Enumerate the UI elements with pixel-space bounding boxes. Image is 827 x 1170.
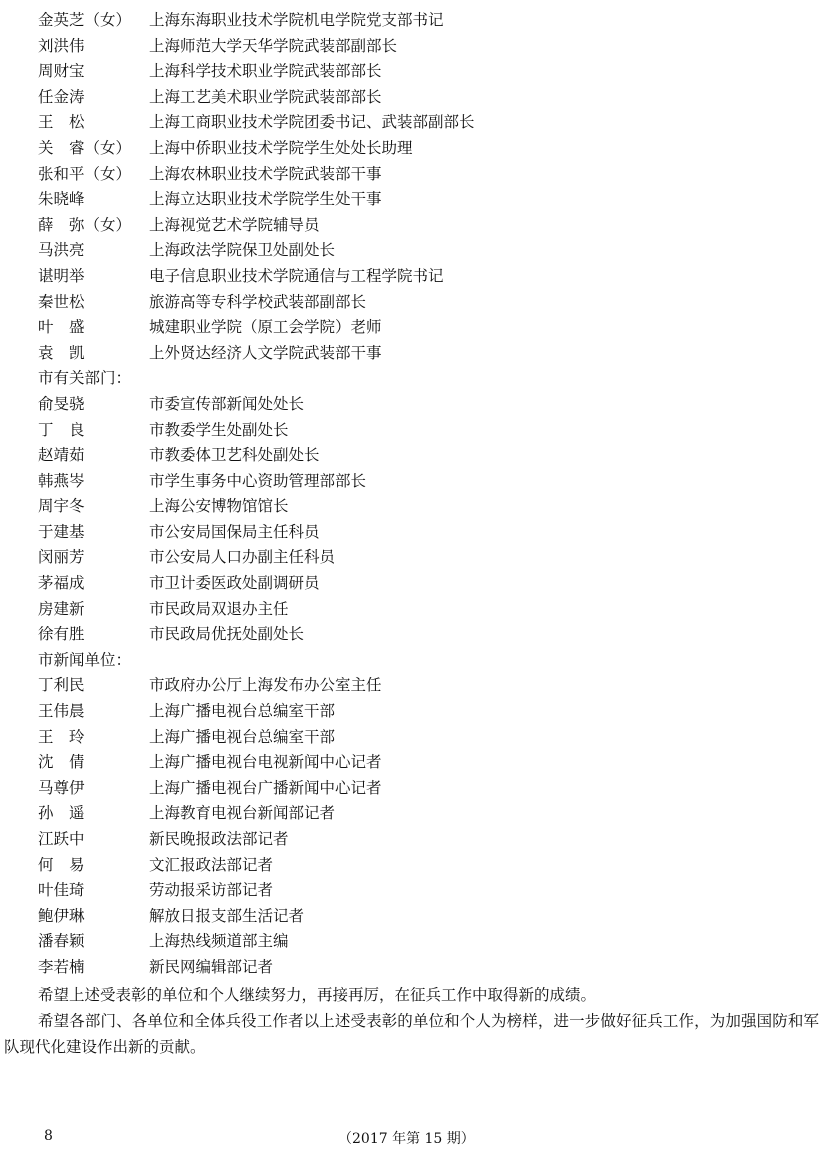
person-name: 谌明举 [38, 266, 85, 285]
person-name: 于建基 [38, 522, 85, 541]
person-position: 上海广播电视台总编室干部 [149, 702, 336, 721]
person-name: 赵靖茹 [38, 446, 85, 465]
list-item [38, 392, 798, 418]
list-item [38, 8, 798, 34]
person-position: 上海农林职业技术学院武装部干事 [149, 164, 382, 183]
person-position: 市学生事务中心资助管理部部长 [149, 471, 367, 490]
commendation-list [38, 8, 798, 981]
list-item [38, 315, 798, 341]
person-position: 上海视觉艺术学院辅导员 [149, 215, 320, 234]
list-item [38, 571, 798, 597]
list-item [38, 213, 798, 239]
person-position: 上海广播电视台广播新闻中心记者 [149, 778, 382, 797]
person-position: 上海工艺美术职业学院武装部部长 [149, 87, 382, 106]
person-position: 上外贤达经济人文学院武装部干事 [149, 343, 382, 362]
list-item [38, 290, 798, 316]
person-position: 上海东海职业技术学院机电学院党支部书记 [149, 11, 444, 29]
list-item [38, 725, 798, 751]
person-position: 上海师范大学天华学院武装部副部长 [149, 36, 398, 55]
person-position: 新民晚报政法部记者 [149, 830, 289, 848]
person-position: 市公安局人口办副主任科员 [149, 548, 336, 567]
list-item [38, 801, 798, 827]
person-position: 上海公安博物馆馆长 [149, 497, 289, 516]
section-heading-departments [38, 366, 798, 392]
person-position: 上海工商职业技术学院团委书记、武装部副部长 [149, 113, 475, 132]
person-position: 市委宣传部新闻处处长 [149, 394, 305, 413]
person-position: 上海热线频道部主编 [149, 932, 289, 951]
person-position: 市政府办公厅上海发布办公室主任 [149, 676, 382, 695]
list-item [38, 776, 798, 802]
list-item [38, 494, 798, 520]
person-position: 上海广播电视台总编室干部 [149, 727, 336, 746]
person-name: 刘洪伟 [38, 36, 85, 55]
person-position: 解放日报支部生活记者 [149, 906, 305, 925]
person-position: 市民政局双退办主任 [149, 599, 289, 618]
person-position: 上海广播电视台电视新闻中心记者 [149, 753, 382, 772]
list-item [38, 545, 798, 571]
person-name: 关 睿（女） [38, 138, 132, 157]
person-name: 韩燕岑 [38, 471, 85, 490]
person-name: 马洪亮 [38, 241, 85, 260]
person-name: 王 松 [38, 113, 85, 132]
person-position: 市教委学生处副处长 [149, 420, 289, 439]
list-item [38, 264, 798, 290]
list-item [38, 904, 798, 930]
closing-paragraph-1: 希望上述受表彰的单位和个人继续努力，再接再厉，在征兵工作中取得新的成绩。 [38, 986, 597, 1004]
person-name: 任金涛 [38, 87, 85, 106]
person-name: 江跃中 [38, 830, 85, 848]
list-item [38, 110, 798, 136]
person-name: 薛 弥（女） [38, 215, 132, 234]
list-item [38, 34, 798, 60]
person-name: 秦世松 [38, 292, 85, 311]
person-name: 孙 遥 [38, 804, 85, 823]
person-name: 丁 良 [38, 420, 85, 439]
person-position: 城建职业学院（原工会学院）老师 [149, 318, 382, 337]
list-item [38, 597, 798, 623]
list-item [38, 853, 798, 879]
footer-page-number: 8 [44, 1128, 53, 1144]
person-position: 新民网编辑部记者 [149, 957, 274, 976]
list-item [38, 622, 798, 648]
person-position: 市公安局国保局主任科员 [149, 522, 320, 541]
person-name: 潘春颖 [38, 932, 85, 951]
person-name: 周宇冬 [38, 497, 85, 516]
list-item [38, 187, 798, 213]
person-position: 上海中侨职业技术学院学生处处长助理 [149, 138, 413, 157]
entries-group-news [38, 673, 798, 980]
list-item [38, 699, 798, 725]
list-item [38, 469, 798, 495]
section-heading-label: 市有关部门： [38, 369, 132, 388]
person-position: 市教委体卫艺科处副处长 [149, 446, 320, 465]
list-item [38, 750, 798, 776]
person-position: 上海立达职业技术学院学生处干事 [149, 190, 382, 209]
entries-group-colleges [38, 8, 798, 366]
list-item [38, 418, 798, 444]
section-heading-label: 市新闻单位： [38, 650, 132, 669]
person-name: 丁利民 [38, 676, 85, 695]
person-position: 市民政局优抚处副处长 [149, 625, 305, 644]
person-name: 朱晓峰 [38, 190, 85, 209]
person-position: 劳动报采访部记者 [149, 881, 274, 900]
list-item [38, 878, 798, 904]
person-position: 文汇报政法部记者 [149, 855, 274, 874]
list-item [38, 162, 798, 188]
person-name: 周财宝 [38, 62, 85, 81]
list-item [38, 929, 798, 955]
list-item [38, 673, 798, 699]
person-position: 上海科学技术职业学院武装部部长 [149, 62, 382, 81]
person-name: 王 玲 [38, 727, 85, 746]
footer-issue-label: （2017 年第 15 期） [338, 1131, 475, 1147]
person-position: 电子信息职业技术学院通信与工程学院书记 [149, 266, 444, 285]
entries-group-departments [38, 392, 798, 648]
person-name: 叶 盛 [38, 318, 85, 337]
person-name: 沈 倩 [38, 753, 85, 772]
person-name: 房建新 [38, 599, 85, 618]
person-name: 何 易 [38, 855, 85, 874]
person-name: 袁 凯 [38, 343, 85, 362]
list-item [38, 955, 798, 981]
person-position: 上海教育电视台新闻部记者 [149, 804, 336, 823]
person-name: 马尊伊 [38, 778, 85, 797]
person-name: 徐有胜 [38, 625, 85, 644]
person-position: 市卫计委医政处副调研员 [149, 574, 320, 593]
person-position: 旅游高等专科学校武装部副部长 [149, 292, 367, 311]
list-item [38, 827, 798, 853]
person-name: 叶佳琦 [38, 881, 85, 900]
person-name: 鲍伊琳 [38, 906, 85, 925]
person-position: 上海政法学院保卫处副处长 [149, 241, 336, 260]
person-name: 闵丽芳 [38, 548, 85, 567]
closing-paragraph-2: 希望各部门、各单位和全体兵役工作者以上述受表彰的单位和个人为榜样，进一步做好征兵工作，为加强国防和军队现代化建设作出新的贡献。 [4, 1012, 819, 1056]
person-name: 金英芝（女） [38, 11, 132, 29]
list-item [38, 59, 798, 85]
person-name: 茅福成 [38, 574, 85, 593]
section-heading-news [38, 648, 798, 674]
list-item [38, 341, 798, 367]
list-item [38, 443, 798, 469]
list-item [38, 85, 798, 111]
person-name: 张和平（女） [38, 164, 132, 183]
person-name: 王伟晨 [38, 702, 85, 721]
list-item [38, 238, 798, 264]
list-item [38, 136, 798, 162]
person-name: 李若楠 [38, 957, 85, 976]
person-name: 俞旻骁 [38, 394, 85, 413]
list-item [38, 520, 798, 546]
